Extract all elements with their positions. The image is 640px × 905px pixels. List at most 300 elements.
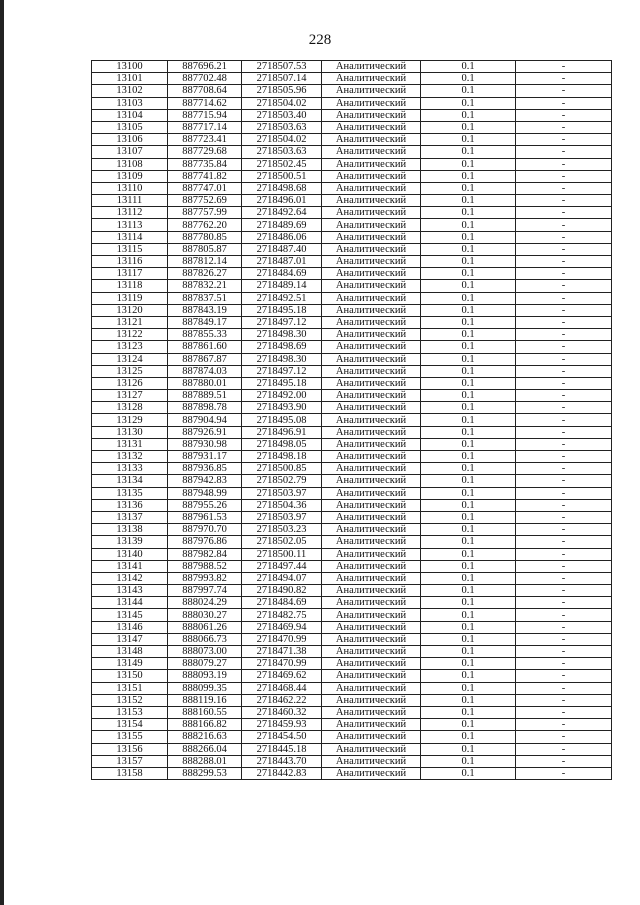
note-cell: - [516, 609, 612, 621]
note-cell: - [516, 146, 612, 158]
note-cell: - [516, 61, 612, 73]
y-coordinate-cell: 2718502.45 [242, 158, 322, 170]
point-number-cell: 13120 [92, 304, 168, 316]
x-coordinate-cell: 887717.14 [168, 121, 242, 133]
accuracy-cell: 0.1 [421, 170, 516, 182]
point-number-cell: 13141 [92, 560, 168, 572]
y-coordinate-cell: 2718498.68 [242, 182, 322, 194]
y-coordinate-cell: 2718492.51 [242, 292, 322, 304]
table-row [92, 597, 612, 609]
method-cell: Аналитический [322, 61, 421, 73]
method-cell: Аналитический [322, 560, 421, 572]
note-cell: - [516, 511, 612, 523]
point-number-cell: 13158 [92, 767, 168, 779]
point-number-cell: 13106 [92, 134, 168, 146]
method-cell: Аналитический [322, 158, 421, 170]
accuracy-cell: 0.1 [421, 743, 516, 755]
table-row [92, 243, 612, 255]
table-row [92, 755, 612, 767]
method-cell: Аналитический [322, 767, 421, 779]
note-cell: - [516, 231, 612, 243]
accuracy-cell: 0.1 [421, 511, 516, 523]
y-coordinate-cell: 2718487.40 [242, 243, 322, 255]
x-coordinate-cell: 887926.91 [168, 426, 242, 438]
point-number-cell: 13157 [92, 755, 168, 767]
point-number-cell: 13113 [92, 219, 168, 231]
y-coordinate-cell: 2718494.07 [242, 572, 322, 584]
x-coordinate-cell: 887832.21 [168, 280, 242, 292]
x-coordinate-cell: 887708.64 [168, 85, 242, 97]
accuracy-cell: 0.1 [421, 268, 516, 280]
x-coordinate-cell: 887741.82 [168, 170, 242, 182]
table-row [92, 61, 612, 73]
accuracy-cell: 0.1 [421, 670, 516, 682]
accuracy-cell: 0.1 [421, 292, 516, 304]
x-coordinate-cell: 888266.04 [168, 743, 242, 755]
method-cell: Аналитический [322, 353, 421, 365]
accuracy-cell: 0.1 [421, 414, 516, 426]
y-coordinate-cell: 2718495.18 [242, 377, 322, 389]
accuracy-cell: 0.1 [421, 731, 516, 743]
method-cell: Аналитический [322, 182, 421, 194]
table-row [92, 572, 612, 584]
note-cell: - [516, 646, 612, 658]
point-number-cell: 13116 [92, 256, 168, 268]
y-coordinate-cell: 2718486.06 [242, 231, 322, 243]
note-cell: - [516, 182, 612, 194]
point-number-cell: 13134 [92, 475, 168, 487]
accuracy-cell: 0.1 [421, 146, 516, 158]
method-cell: Аналитический [322, 146, 421, 158]
y-coordinate-cell: 2718482.75 [242, 609, 322, 621]
table-row [92, 97, 612, 109]
point-number-cell: 13124 [92, 353, 168, 365]
y-coordinate-cell: 2718498.30 [242, 353, 322, 365]
accuracy-cell: 0.1 [421, 231, 516, 243]
table-row [92, 731, 612, 743]
x-coordinate-cell: 887837.51 [168, 292, 242, 304]
x-coordinate-cell: 887747.01 [168, 182, 242, 194]
y-coordinate-cell: 2718462.22 [242, 694, 322, 706]
table-row [92, 682, 612, 694]
note-cell: - [516, 390, 612, 402]
accuracy-cell: 0.1 [421, 402, 516, 414]
method-cell: Аналитический [322, 438, 421, 450]
table-row [92, 329, 612, 341]
note-cell: - [516, 207, 612, 219]
point-number-cell: 13127 [92, 390, 168, 402]
x-coordinate-cell: 887880.01 [168, 377, 242, 389]
method-cell: Аналитический [322, 256, 421, 268]
table-row [92, 426, 612, 438]
x-coordinate-cell: 887976.86 [168, 536, 242, 548]
note-cell: - [516, 329, 612, 341]
y-coordinate-cell: 2718445.18 [242, 743, 322, 755]
table-row [92, 719, 612, 731]
accuracy-cell: 0.1 [421, 73, 516, 85]
y-coordinate-cell: 2718470.99 [242, 658, 322, 670]
point-number-cell: 13156 [92, 743, 168, 755]
accuracy-cell: 0.1 [421, 377, 516, 389]
x-coordinate-cell: 887805.87 [168, 243, 242, 255]
accuracy-cell: 0.1 [421, 597, 516, 609]
y-coordinate-cell: 2718484.69 [242, 597, 322, 609]
note-cell: - [516, 414, 612, 426]
note-cell: - [516, 597, 612, 609]
method-cell: Аналитический [322, 731, 421, 743]
note-cell: - [516, 487, 612, 499]
table-row [92, 304, 612, 316]
note-cell: - [516, 426, 612, 438]
method-cell: Аналитический [322, 706, 421, 718]
table-row [92, 134, 612, 146]
table-row [92, 207, 612, 219]
x-coordinate-cell: 888079.27 [168, 658, 242, 670]
table-row [92, 487, 612, 499]
table-row [92, 670, 612, 682]
note-cell: - [516, 353, 612, 365]
x-coordinate-cell: 887849.17 [168, 316, 242, 328]
method-cell: Аналитический [322, 633, 421, 645]
accuracy-cell: 0.1 [421, 85, 516, 97]
point-number-cell: 13119 [92, 292, 168, 304]
table-row [92, 121, 612, 133]
y-coordinate-cell: 2718503.97 [242, 487, 322, 499]
method-cell: Аналитический [322, 585, 421, 597]
table-row [92, 292, 612, 304]
scan-edge-bar [0, 0, 4, 905]
y-coordinate-cell: 2718469.94 [242, 621, 322, 633]
method-cell: Аналитический [322, 511, 421, 523]
accuracy-cell: 0.1 [421, 719, 516, 731]
accuracy-cell: 0.1 [421, 353, 516, 365]
point-number-cell: 13153 [92, 706, 168, 718]
x-coordinate-cell: 887889.51 [168, 390, 242, 402]
accuracy-cell: 0.1 [421, 243, 516, 255]
point-number-cell: 13100 [92, 61, 168, 73]
method-cell: Аналитический [322, 280, 421, 292]
note-cell: - [516, 536, 612, 548]
point-number-cell: 13128 [92, 402, 168, 414]
method-cell: Аналитический [322, 316, 421, 328]
x-coordinate-cell: 887855.33 [168, 329, 242, 341]
x-coordinate-cell: 887861.60 [168, 341, 242, 353]
point-number-cell: 13144 [92, 597, 168, 609]
accuracy-cell: 0.1 [421, 572, 516, 584]
note-cell: - [516, 706, 612, 718]
note-cell: - [516, 109, 612, 121]
method-cell: Аналитический [322, 499, 421, 511]
y-coordinate-cell: 2718498.18 [242, 451, 322, 463]
method-cell: Аналитический [322, 73, 421, 85]
x-coordinate-cell: 888216.63 [168, 731, 242, 743]
method-cell: Аналитический [322, 609, 421, 621]
y-coordinate-cell: 2718504.02 [242, 134, 322, 146]
x-coordinate-cell: 887988.52 [168, 560, 242, 572]
method-cell: Аналитический [322, 121, 421, 133]
x-coordinate-cell: 887997.74 [168, 585, 242, 597]
accuracy-cell: 0.1 [421, 121, 516, 133]
accuracy-cell: 0.1 [421, 621, 516, 633]
x-coordinate-cell: 888024.29 [168, 597, 242, 609]
x-coordinate-cell: 887970.70 [168, 524, 242, 536]
accuracy-cell: 0.1 [421, 755, 516, 767]
method-cell: Аналитический [322, 195, 421, 207]
method-cell: Аналитический [322, 682, 421, 694]
y-coordinate-cell: 2718503.63 [242, 121, 322, 133]
method-cell: Аналитический [322, 548, 421, 560]
point-number-cell: 13152 [92, 694, 168, 706]
point-number-cell: 13147 [92, 633, 168, 645]
table-row [92, 73, 612, 85]
x-coordinate-cell: 887993.82 [168, 572, 242, 584]
x-coordinate-cell: 887696.21 [168, 61, 242, 73]
point-number-cell: 13145 [92, 609, 168, 621]
x-coordinate-cell: 887942.83 [168, 475, 242, 487]
y-coordinate-cell: 2718503.63 [242, 146, 322, 158]
accuracy-cell: 0.1 [421, 560, 516, 572]
note-cell: - [516, 633, 612, 645]
accuracy-cell: 0.1 [421, 316, 516, 328]
table-row [92, 353, 612, 365]
point-number-cell: 13104 [92, 109, 168, 121]
method-cell: Аналитический [322, 243, 421, 255]
table-row [92, 438, 612, 450]
x-coordinate-cell: 887936.85 [168, 463, 242, 475]
method-cell: Аналитический [322, 414, 421, 426]
y-coordinate-cell: 2718498.30 [242, 329, 322, 341]
y-coordinate-cell: 2718470.99 [242, 633, 322, 645]
x-coordinate-cell: 887762.20 [168, 219, 242, 231]
note-cell: - [516, 316, 612, 328]
note-cell: - [516, 767, 612, 779]
x-coordinate-cell: 887982.84 [168, 548, 242, 560]
y-coordinate-cell: 2718442.83 [242, 767, 322, 779]
method-cell: Аналитический [322, 719, 421, 731]
note-cell: - [516, 341, 612, 353]
point-number-cell: 13154 [92, 719, 168, 731]
table-row [92, 706, 612, 718]
method-cell: Аналитический [322, 487, 421, 499]
note-cell: - [516, 365, 612, 377]
point-number-cell: 13148 [92, 646, 168, 658]
y-coordinate-cell: 2718495.18 [242, 304, 322, 316]
y-coordinate-cell: 2718492.00 [242, 390, 322, 402]
table-row [92, 341, 612, 353]
note-cell: - [516, 158, 612, 170]
method-cell: Аналитический [322, 658, 421, 670]
note-cell: - [516, 243, 612, 255]
point-number-cell: 13151 [92, 682, 168, 694]
x-coordinate-cell: 887955.26 [168, 499, 242, 511]
table-row [92, 451, 612, 463]
table-row [92, 499, 612, 511]
x-coordinate-cell: 887715.94 [168, 109, 242, 121]
table-row [92, 219, 612, 231]
accuracy-cell: 0.1 [421, 548, 516, 560]
x-coordinate-cell: 887948.99 [168, 487, 242, 499]
y-coordinate-cell: 2718492.64 [242, 207, 322, 219]
table-row [92, 463, 612, 475]
point-number-cell: 13138 [92, 524, 168, 536]
accuracy-cell: 0.1 [421, 475, 516, 487]
x-coordinate-cell: 888073.00 [168, 646, 242, 658]
table-row [92, 109, 612, 121]
y-coordinate-cell: 2718469.62 [242, 670, 322, 682]
note-cell: - [516, 170, 612, 182]
note-cell: - [516, 268, 612, 280]
y-coordinate-cell: 2718495.08 [242, 414, 322, 426]
method-cell: Аналитический [322, 231, 421, 243]
point-number-cell: 13105 [92, 121, 168, 133]
accuracy-cell: 0.1 [421, 329, 516, 341]
y-coordinate-cell: 2718454.50 [242, 731, 322, 743]
x-coordinate-cell: 888061.26 [168, 621, 242, 633]
note-cell: - [516, 658, 612, 670]
accuracy-cell: 0.1 [421, 109, 516, 121]
x-coordinate-cell: 887961.53 [168, 511, 242, 523]
note-cell: - [516, 134, 612, 146]
note-cell: - [516, 438, 612, 450]
note-cell: - [516, 755, 612, 767]
table-row [92, 658, 612, 670]
point-number-cell: 13112 [92, 207, 168, 219]
table-body [92, 61, 612, 780]
method-cell: Аналитический [322, 365, 421, 377]
accuracy-cell: 0.1 [421, 487, 516, 499]
accuracy-cell: 0.1 [421, 585, 516, 597]
point-number-cell: 13115 [92, 243, 168, 255]
y-coordinate-cell: 2718484.69 [242, 268, 322, 280]
accuracy-cell: 0.1 [421, 158, 516, 170]
y-coordinate-cell: 2718490.82 [242, 585, 322, 597]
note-cell: - [516, 694, 612, 706]
x-coordinate-cell: 887843.19 [168, 304, 242, 316]
x-coordinate-cell: 888030.27 [168, 609, 242, 621]
y-coordinate-cell: 2718500.85 [242, 463, 322, 475]
method-cell: Аналитический [322, 97, 421, 109]
note-cell: - [516, 85, 612, 97]
point-number-cell: 13121 [92, 316, 168, 328]
point-number-cell: 13143 [92, 585, 168, 597]
x-coordinate-cell: 887757.99 [168, 207, 242, 219]
x-coordinate-cell: 887826.27 [168, 268, 242, 280]
note-cell: - [516, 548, 612, 560]
point-number-cell: 13122 [92, 329, 168, 341]
accuracy-cell: 0.1 [421, 207, 516, 219]
x-coordinate-cell: 887931.17 [168, 451, 242, 463]
point-number-cell: 13139 [92, 536, 168, 548]
x-coordinate-cell: 887735.84 [168, 158, 242, 170]
y-coordinate-cell: 2718487.01 [242, 256, 322, 268]
table-row [92, 85, 612, 97]
method-cell: Аналитический [322, 304, 421, 316]
table-row [92, 195, 612, 207]
method-cell: Аналитический [322, 329, 421, 341]
accuracy-cell: 0.1 [421, 658, 516, 670]
y-coordinate-cell: 2718503.23 [242, 524, 322, 536]
method-cell: Аналитический [322, 170, 421, 182]
accuracy-cell: 0.1 [421, 341, 516, 353]
method-cell: Аналитический [322, 377, 421, 389]
note-cell: - [516, 451, 612, 463]
note-cell: - [516, 292, 612, 304]
method-cell: Аналитический [322, 85, 421, 97]
x-coordinate-cell: 888066.73 [168, 633, 242, 645]
table-row [92, 548, 612, 560]
accuracy-cell: 0.1 [421, 767, 516, 779]
table-row [92, 621, 612, 633]
table-row [92, 316, 612, 328]
note-cell: - [516, 402, 612, 414]
x-coordinate-cell: 887702.48 [168, 73, 242, 85]
x-coordinate-cell: 887904.94 [168, 414, 242, 426]
y-coordinate-cell: 2718500.51 [242, 170, 322, 182]
point-number-cell: 13110 [92, 182, 168, 194]
x-coordinate-cell: 887867.87 [168, 353, 242, 365]
y-coordinate-cell: 2718502.05 [242, 536, 322, 548]
x-coordinate-cell: 887780.85 [168, 231, 242, 243]
accuracy-cell: 0.1 [421, 536, 516, 548]
x-coordinate-cell: 887729.68 [168, 146, 242, 158]
y-coordinate-cell: 2718497.12 [242, 316, 322, 328]
method-cell: Аналитический [322, 475, 421, 487]
method-cell: Аналитический [322, 597, 421, 609]
note-cell: - [516, 121, 612, 133]
note-cell: - [516, 719, 612, 731]
point-number-cell: 13133 [92, 463, 168, 475]
point-number-cell: 13135 [92, 487, 168, 499]
accuracy-cell: 0.1 [421, 365, 516, 377]
accuracy-cell: 0.1 [421, 280, 516, 292]
y-coordinate-cell: 2718504.36 [242, 499, 322, 511]
accuracy-cell: 0.1 [421, 304, 516, 316]
note-cell: - [516, 304, 612, 316]
method-cell: Аналитический [322, 743, 421, 755]
point-number-cell: 13129 [92, 414, 168, 426]
x-coordinate-cell: 888160.55 [168, 706, 242, 718]
y-coordinate-cell: 2718505.96 [242, 85, 322, 97]
table-row [92, 170, 612, 182]
note-cell: - [516, 219, 612, 231]
y-coordinate-cell: 2718443.70 [242, 755, 322, 767]
point-number-cell: 13150 [92, 670, 168, 682]
point-number-cell: 13149 [92, 658, 168, 670]
note-cell: - [516, 499, 612, 511]
method-cell: Аналитический [322, 134, 421, 146]
table-row [92, 390, 612, 402]
method-cell: Аналитический [322, 524, 421, 536]
method-cell: Аналитический [322, 292, 421, 304]
point-number-cell: 13109 [92, 170, 168, 182]
point-number-cell: 13107 [92, 146, 168, 158]
accuracy-cell: 0.1 [421, 438, 516, 450]
note-cell: - [516, 572, 612, 584]
point-number-cell: 13117 [92, 268, 168, 280]
accuracy-cell: 0.1 [421, 97, 516, 109]
y-coordinate-cell: 2718489.14 [242, 280, 322, 292]
page-number: 228 [308, 32, 332, 48]
table-row [92, 475, 612, 487]
x-coordinate-cell: 887930.98 [168, 438, 242, 450]
point-number-cell: 13103 [92, 97, 168, 109]
table-row [92, 146, 612, 158]
note-cell: - [516, 73, 612, 85]
y-coordinate-cell: 2718503.40 [242, 109, 322, 121]
x-coordinate-cell: 888166.82 [168, 719, 242, 731]
method-cell: Аналитический [322, 451, 421, 463]
note-cell: - [516, 475, 612, 487]
